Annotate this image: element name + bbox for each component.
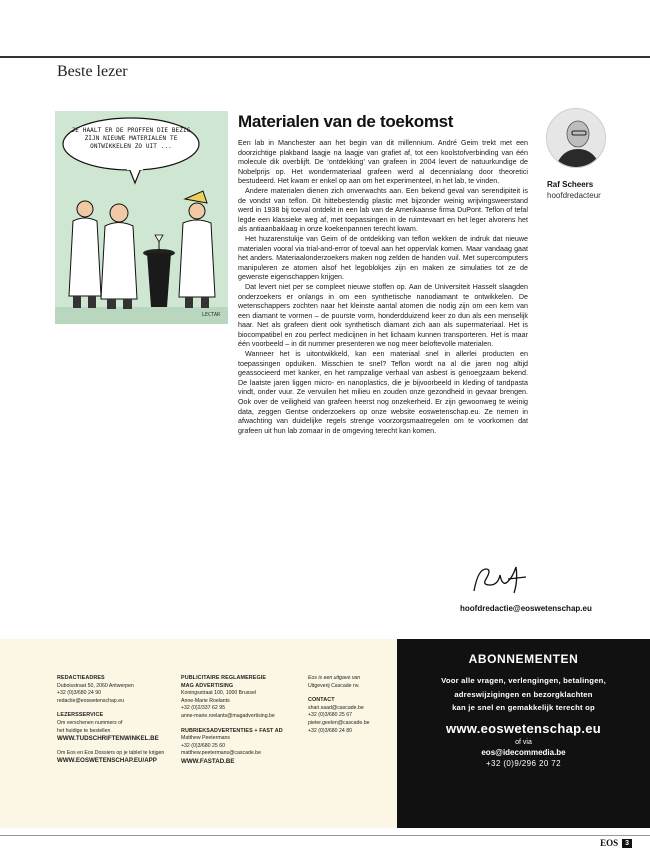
- web-link[interactable]: WWW.FASTAD.BE: [181, 757, 235, 765]
- heading-contact: CONTACT: [308, 697, 335, 704]
- subscriptions-email-link[interactable]: eos@idecommedia.be: [481, 747, 566, 757]
- editor-email[interactable]: hoofdredactie@eoswetenschap.eu: [460, 604, 592, 613]
- subscriptions-website-link[interactable]: www.eoswetenschap.eu: [445, 720, 602, 736]
- address: Koningsstraat 100, 1000 Brussel: [181, 690, 256, 697]
- section-title: Beste lezer: [57, 63, 128, 80]
- publisher-name: Uitgeverij Cascade nv.: [308, 682, 360, 689]
- address: Duboisstraat 50, 2060 Antwerpen: [57, 682, 134, 689]
- eos-logo: EOS: [600, 838, 619, 848]
- email-link[interactable]: shari.saad@cascade.be: [308, 704, 364, 711]
- heading-lezersservice: LEZERSSERVICE: [57, 712, 104, 719]
- service-text: het huidige te bestellen: [57, 727, 111, 734]
- cartoon-illustration: [55, 111, 228, 324]
- top-rule: [0, 56, 650, 58]
- phone: +32 (0)3/680 25 67: [308, 712, 352, 719]
- heading-reclameregie: PUBLICITAIRE REGLAMEREGIE: [181, 675, 267, 681]
- cartoon-speech: JE HAALT ER DE PROFFEN DIE BEZIG ZIJN NIEUWE MATERIALEN TE ONTWIKKELEN ZO UIT ...: [71, 127, 191, 150]
- editor-role: hoofdredacteur: [547, 191, 601, 200]
- paragraph: Een lab in Manchester aan het begin van dit millennium. André Geim trekt met een doorzichtige plakband laagje na laagje van grafiet af, tot een koolstofverbinding van één molecule dik overblijft. De ‘ontdekking’ van grafeen in 2004 levert de natuurkundige de Nobelprijs op. Het wondermateriaal grafeen werd al decennialang door theoretici bestudeerd. Het kwam er enkel op aan om het experimenteel, in het lab, te vinden.: [238, 139, 528, 186]
- colophon-column-1: [57, 675, 164, 765]
- contact-person: Anne-Marie Roelants: [181, 697, 230, 704]
- colophon-column-2: [181, 675, 283, 766]
- email-link[interactable]: matthew.peetermans@cascade.be: [181, 750, 261, 757]
- app-text: Om Eos en Eos Dossiers op je tablet te krijgen: [57, 749, 165, 756]
- phone: +32 (0)3/680 24 90: [57, 690, 101, 697]
- page-footer: [600, 838, 632, 848]
- paragraph: Het huzarenstukje van Geim of de ontdekking van teflon wekken de indruk dat nieuwe materialen vooral via trial-and-error of toeval aan het oppervlak komen. Maar vandaag gaat het anders. Materiaalonderzoekers maken nog zelden de handen vuil. Met supercomputers manipuleren ze atomen alsof het legoblokjes zijn en maken ze simulaties tot ze de gewenste eigenschappen krijgen.: [238, 234, 528, 282]
- paragraph: Wanneer het is uitontwikkeld, kan een materiaal snel in allerlei producten en toepassingen opduiken. Misschien te snel? Teflon wordt na al die jaren nog altijd geassocieerd met kanker, en het rampzalige verhaal van asbest is genoegzaam bekend. De laatste jaren liggen micro- en nanoplastics, die je bijvoorbeeld in kleding of tandpasta vindt, onder vuur. Ze vervuilen het milieu en zouden onze gezondheid in gevaar brengen. Ook over de veiligheid van grafeen heerst nog onzekerheid. Er zijn gewoonweg te weinig data, zeggen Gentse onderzoekers op onze website eoswetenschap.eu. Ze nemen in afwachting van duidelijke regels strenge voorzorgsmaatregelen om te voorkomen dat grafeen uit hun lab zomaar in de omgeving terecht kan komen.: [238, 350, 528, 435]
- web-link[interactable]: WWW.EOSWETENSCHAP.EU/APP: [57, 757, 157, 765]
- subscriptions-title: ABONNEMENTEN: [468, 652, 579, 666]
- email-link[interactable]: redactie@eoswetenschap.eu: [57, 697, 124, 704]
- bottom-rule: [0, 835, 650, 836]
- subscriptions-text: Voor alle vragen, verlengingen, betalingen, adreswijzigingen en bezorgklachten kan je snel en gemakkelijk terecht op: [441, 676, 606, 712]
- phone: +32 (0)3/680 25 60: [181, 742, 225, 749]
- article-title: Materialen van de toekomst: [238, 112, 454, 131]
- phone: +32 (0)2/337 62 95: [181, 705, 225, 712]
- paragraph: Dat levert niet per se compleet nieuwe stoffen op. Aan de Universiteit Hasselt slaagden onderzoekers er onlangs in om een synthetische nanodiamant te ontwikkelen. De wetenschappers zochten naar het kleinste aantal atomen die nodig zijn om een kern van een diamant te vormen – de puurste vorm, honderdduizend keer zo dun als een menselijk haar. Net als grafeen dient ook synthetisch diamant zich aan als supermateriaal. Het is biocompatibel en zou perfect medicijnen in het lichaam kunnen transporteren. Het is maar één voorbeeld – in dit nummer presenteren we nog meer beloftevolle materialen.: [238, 282, 528, 349]
- or-text: of via: [515, 738, 532, 746]
- editor-name: Raf Scheers: [547, 180, 594, 189]
- publisher-text: Eos is een uitgave van: [308, 675, 361, 681]
- paragraph: Andere materialen dienen zich onverwachts aan. Een bekend geval van serendipiteit is de vondst van teflon. Dit hittebestendig plastic met bijzonder weinig wrijvingsweerstand werd in 1938 bij toeval ontdekt in een lab van de Amerikaanse firma DuPont. Teflon of tefal legde een klassieke weg af, met toepassingen in de ruimtevaart en het leger alvorens het als antiaanbaklaag in onze koekenpannen terecht kwam.: [238, 186, 528, 234]
- cartoon-artist-signature: LECTAR: [201, 312, 220, 318]
- editor-signature: [470, 563, 530, 595]
- web-link[interactable]: WWW.TUDSCHRIFTENWINKEL.BE: [57, 735, 159, 743]
- service-text: Om verschenen nummers of: [57, 719, 123, 726]
- colophon-column-3: [308, 675, 370, 735]
- email-link[interactable]: anne-marie.roelants@magadvertising.be: [181, 712, 275, 719]
- article-body: [238, 139, 528, 436]
- editor-portrait: [546, 108, 606, 168]
- heading-rubrieksadvertenties: RUBRIEKSADVERTENTIES + FAST AD: [181, 727, 283, 734]
- subscriptions-box: [397, 639, 650, 828]
- email-link[interactable]: pieter.geelen@cascade.be: [308, 719, 370, 726]
- contact-person: Matthew Peetermans: [181, 735, 231, 742]
- heading-redactieadres: REDACTIEADRES: [57, 675, 105, 681]
- subscriptions-phone: +32 (0)9/296 20 72: [485, 758, 562, 768]
- phone: +32 (0)3/680 24 80: [308, 727, 352, 734]
- page-number: 3: [622, 839, 632, 848]
- company: MAG ADVERTISING: [181, 682, 234, 689]
